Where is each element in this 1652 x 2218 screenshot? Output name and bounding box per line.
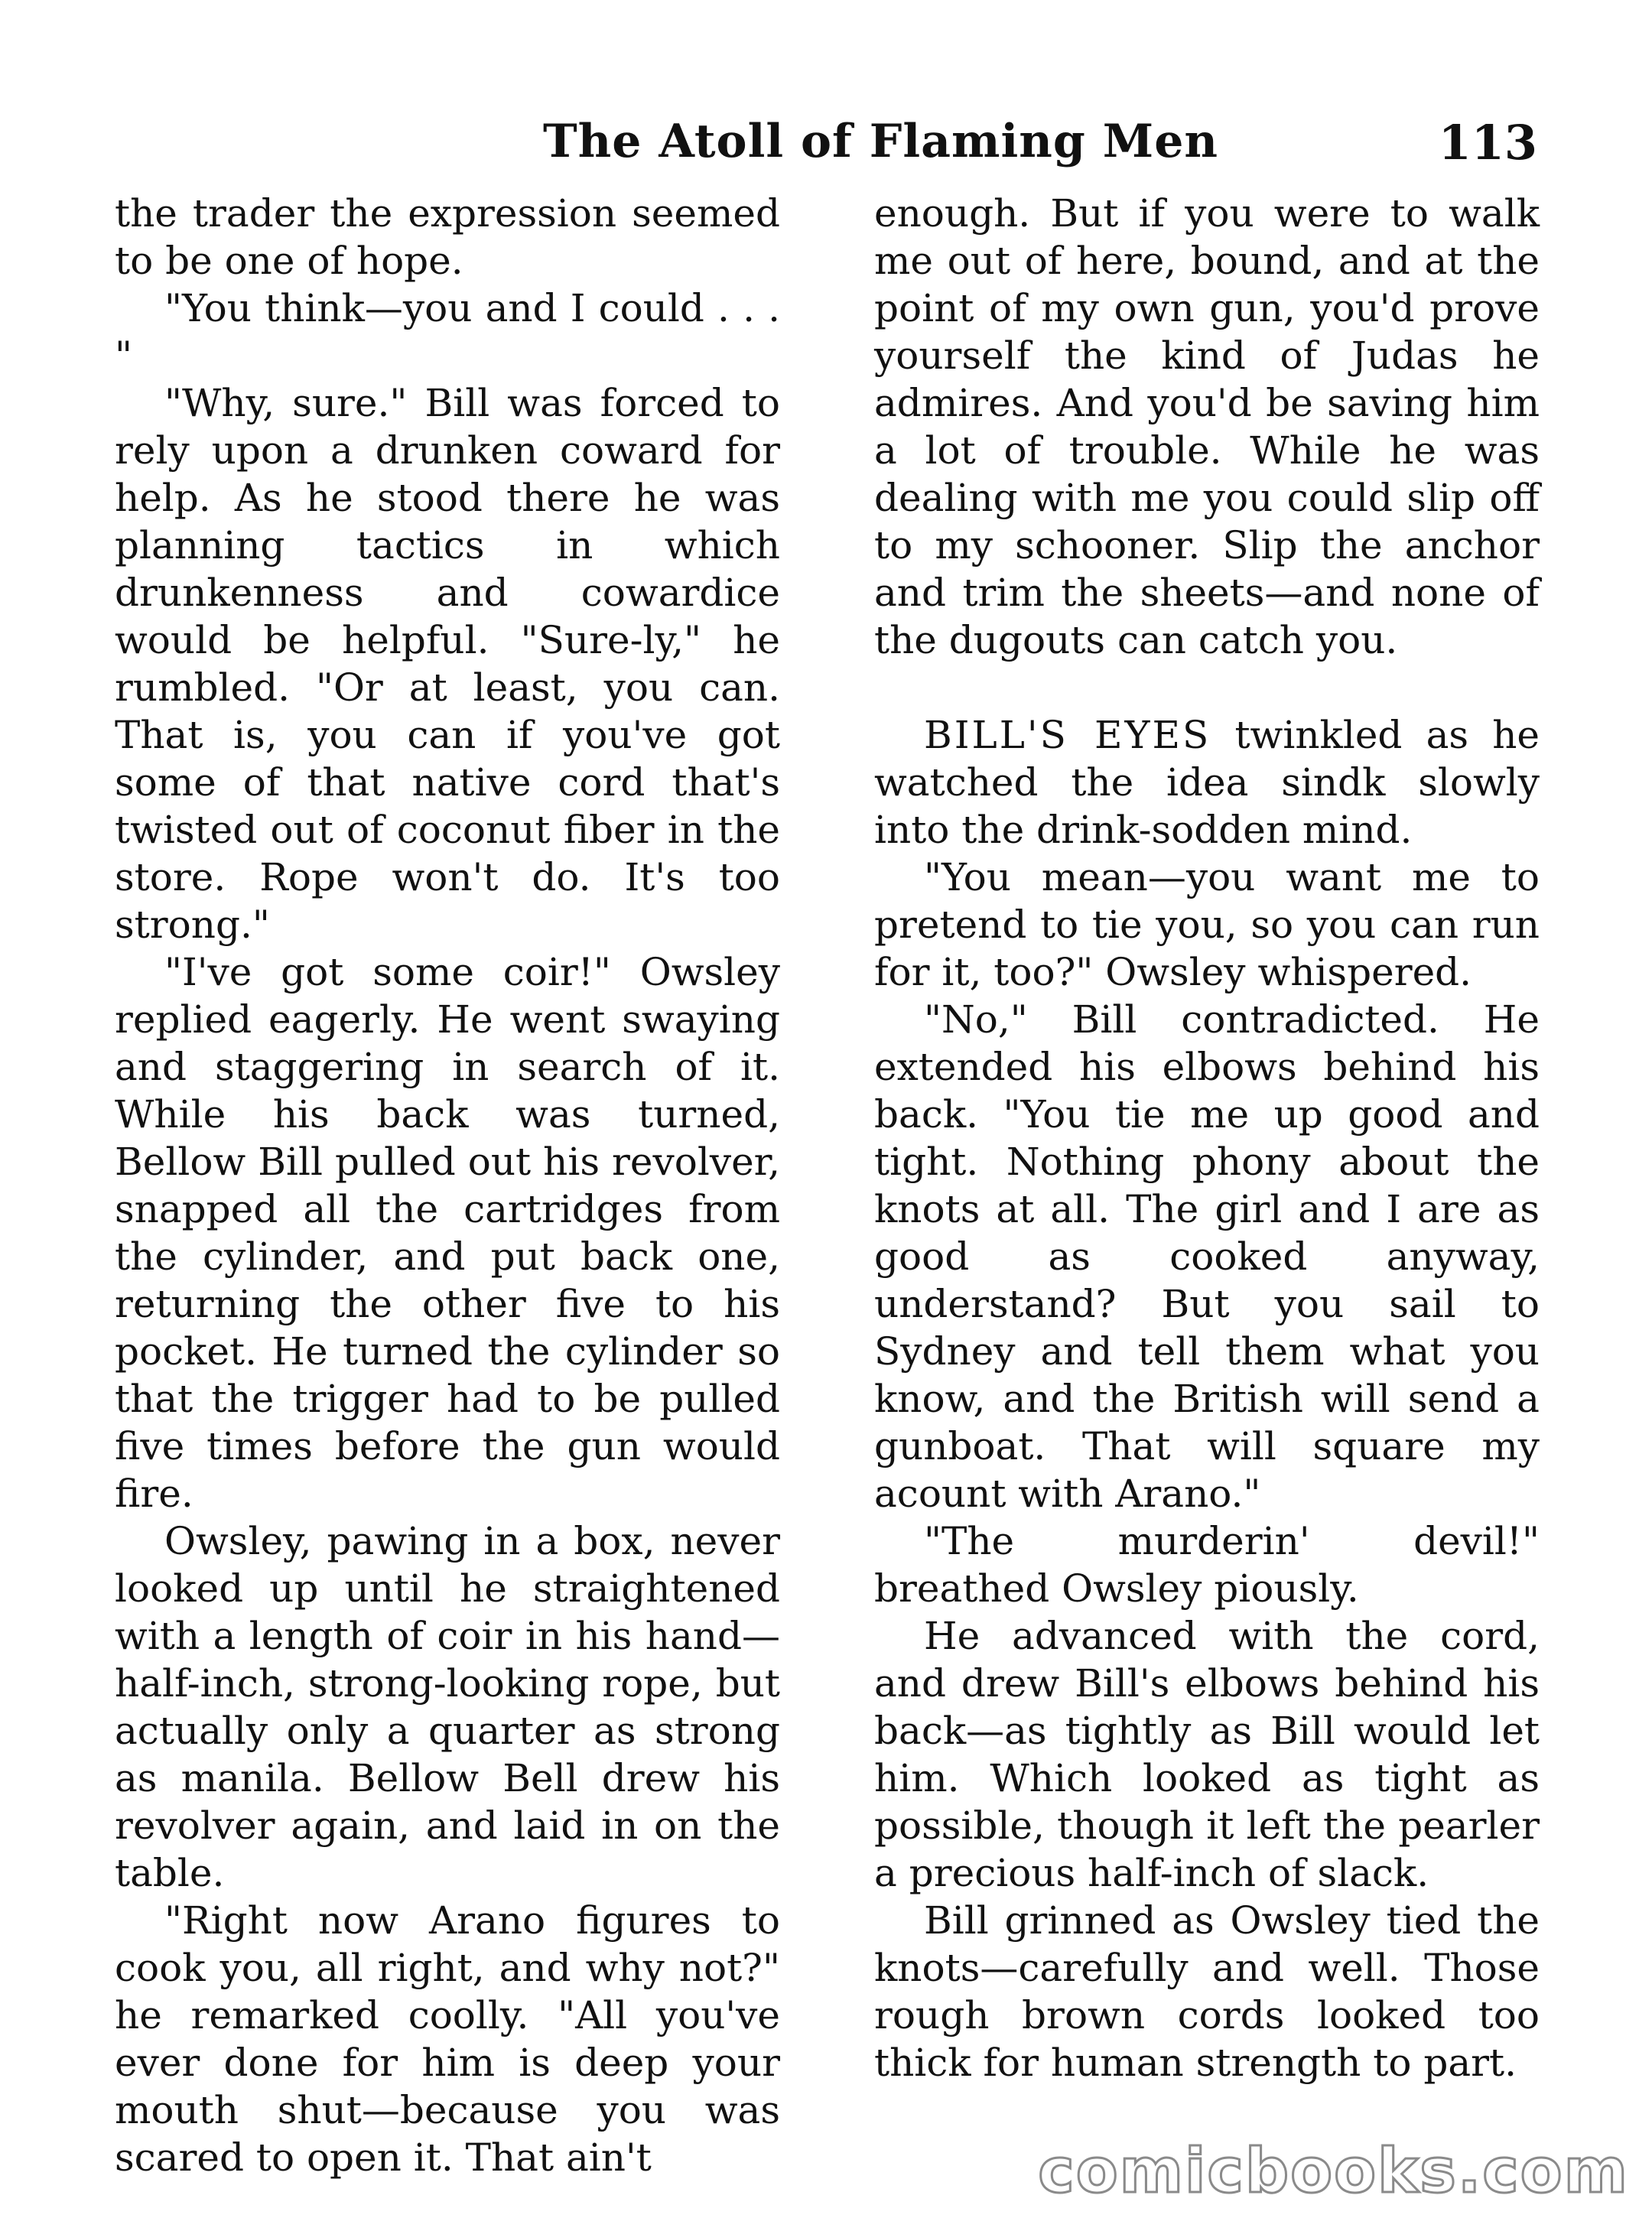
paragraph: Owsley, pawing in a box, never looked up until he straightened with a length of coir in his hand—half-inch, strong-looking rope, but actually only a quarter as strong as manila. Bellow Bell drew his revolver again, and laid in on the table. <box>115 1519 780 1895</box>
left-column <box>115 190 780 2181</box>
paragraph: enough. But if you were to walk me out of here, bound, and at the point of my own gun, you'd prove yourself the kind of Judas he admires. And you'd be saving him a lot of trouble. While he was dealing with me you could slip off to my schooner. Slip the anchor and trim the sheets—and none of the dugouts can catch you. <box>874 191 1540 662</box>
right-column <box>874 190 1540 2086</box>
page-number: 113 <box>1438 115 1537 171</box>
paragraph: Bill grinned as Owsley tied the knots—carefully and well. Those rough brown cords looked too thick for human strength to part. <box>874 1898 1540 2085</box>
paragraph: the trader the expression seemed to be one of hope. <box>115 191 780 283</box>
paragraph: He advanced with the cord, and drew Bill's elbows behind his back—as tightly as Bill would let him. Which looked as tight as possible, though it left the pearler a precious half-inch of slack. <box>874 1614 1540 1895</box>
paragraph: "Right now Arano figures to cook you, all right, and why not?" he remarked coolly. "All you've ever done for him is deep your mouth shut—because you was scared to open it. That ain't <box>115 1898 780 2180</box>
paragraph: "You mean—you want me to pretend to tie you, so you can run for it, too?" Owsley whispered. <box>874 855 1540 994</box>
paragraph: "I've got some coir!" Owsley replied eagerly. He went swaying and staggering in search of it. While his back was turned, Bellow Bill pulled out his revolver, snapped all the cartridges from the cylinder, and put back one, returning the other five to his pocket. He turned the cylinder so that the trigger had to be pulled five times before the gun would fire. <box>115 950 780 1516</box>
paragraph: "The murderin' devil!" breathed Owsley piously. <box>874 1519 1540 1611</box>
running-title: The Atoll of Flaming Men <box>543 115 1218 168</box>
paragraph: "Why, sure." Bill was forced to rely upon a drunken coward for help. As he stood there he was planning tactics in which drunkenness and cowardice would be helpful. "Sure-ly," he rumbled. "Or at least, you can. That is, you can if you've got some of that native cord that's twisted out of coconut fiber in the store. Rope won't do. It's too strong." <box>115 381 780 947</box>
watermark-logo: comicbooks.com <box>1038 2135 1629 2207</box>
paragraph: "No," Bill contradicted. He extended his elbows behind his back. "You tie me up good and tight. Nothing phony about the knots at all. The girl and I are as good as cooked anyway, understand? But you sail to Sydney and tell them what you know, and the British will send a gunboat. That will square my acount with Arano." <box>874 997 1540 1516</box>
page-header <box>115 115 1537 191</box>
paragraph: "You think—you and I could . . . " <box>115 286 780 378</box>
section-lead-rest: twinkled as he watched the idea sindk slowly into the drink-sodden mind. <box>874 713 1540 852</box>
section-opening-paragraph <box>874 711 1540 854</box>
section-lead-in: BILL'S EYES <box>924 713 1211 757</box>
